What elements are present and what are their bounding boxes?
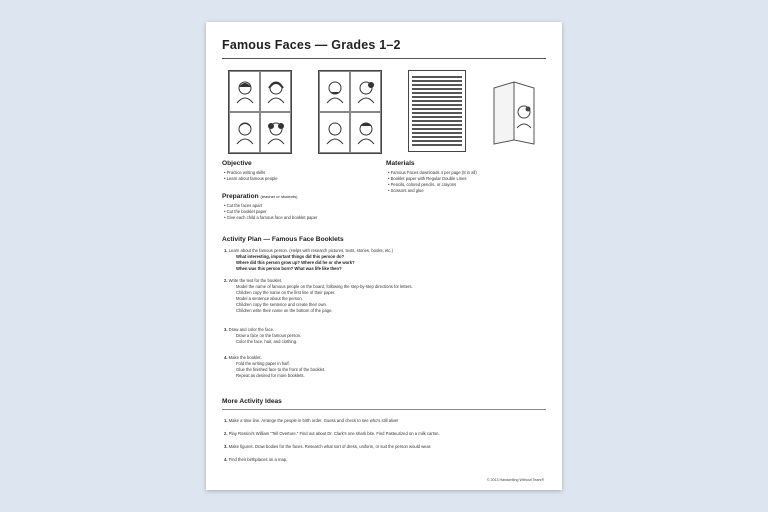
activity-step-1-question: What interesting, important things did this person do? [236, 254, 345, 259]
activity-step-3: 3. Draw and color the face. [224, 327, 275, 332]
more-ideas-item: 1. Make a time line. Arrange the people in birth order. Guess and check to see who's still alive! [224, 418, 399, 423]
materials-heading: Materials [386, 160, 415, 167]
folded-booklet-icon [490, 78, 538, 148]
more-ideas-divider [222, 409, 546, 410]
preparation-item: • Cut the booklet paper [224, 209, 267, 214]
more-ideas-item: 2. Play Rossini's William "Tell Overture." Find out about Dr. Clark's one shark bite. Find Pasteurized on a milk carton. [224, 431, 440, 436]
more-ideas-heading: More Activity Ideas [222, 398, 282, 405]
activity-step-1-question: Where did this person grow up? Where did he or she work? [236, 260, 355, 265]
activity-step-1-question: When was this person born? What was life like then? [236, 266, 342, 271]
preparation-note: (teacher or students) [260, 194, 298, 199]
face-drawing-icon [266, 120, 286, 146]
face-drawing-icon [235, 120, 255, 146]
preparation-item: • Cut the faces apart [224, 203, 263, 208]
more-ideas-item: 4. Find their birthplaces on a map. [224, 457, 288, 462]
title-divider [222, 58, 546, 59]
activity-step-1: 1. Learn about the famous person. (Helps with research pictures, texts, stories, books, etc.) [224, 248, 393, 253]
activity-step-2-line: Model the name of famous people on the board, following the step-by-step directions for letters. [236, 284, 413, 289]
preparation-heading: Preparation (teacher or students) [222, 193, 298, 200]
face-drawing-icon [356, 120, 376, 146]
worksheet-page [206, 22, 562, 490]
faces-sheet-thumbnail-2 [318, 70, 382, 154]
face-drawing-icon [325, 79, 345, 105]
activity-step-2-line: Children write their name on the bottom of the page. [236, 308, 333, 313]
preparation-item: • Give each child a famous face and booklet paper [224, 215, 318, 220]
face-drawing-icon [235, 79, 255, 105]
materials-item: • Pencils, colored pencils, or crayons [388, 182, 457, 187]
activity-step-2: 2. Write the text for the booklet. [224, 278, 283, 283]
objective-heading: Objective [222, 160, 252, 167]
activity-step-2-line: Children copy the sentence and create their own. [236, 302, 328, 307]
activity-step-4: 4. Make the booklet. [224, 355, 262, 360]
activity-step-3-line: Color the face, hair, and clothing. [236, 339, 298, 344]
activity-step-4-line: Glue the finished face to the front of the booklet. [236, 367, 326, 372]
faces-sheet-thumbnail-1 [228, 70, 292, 154]
activity-step-3-line: Draw a face on the famous person. [236, 333, 302, 338]
face-drawing-icon [325, 120, 345, 146]
materials-item: • Scissors and glue [388, 188, 424, 193]
face-drawing-icon [266, 79, 286, 105]
materials-item: • Famous Faces downloads 4 per page (8 in all) [388, 170, 477, 175]
materials-item: • Booklet paper with Regular Double Lines [388, 176, 467, 181]
copyright-footer: © 2013 Handwriting Without Tears® [486, 478, 544, 482]
objective-item: • Learn about famous people [224, 176, 278, 181]
activity-step-4-line: Fold the writing paper in half. [236, 361, 290, 366]
activity-plan-heading: Activity Plan — Famous Face Booklets [222, 236, 344, 243]
page-title: Famous Faces — Grades 1–2 [222, 38, 401, 52]
activity-step-2-line: Children copy the name on the first line of their paper. [236, 290, 336, 295]
more-ideas-item: 3. Make figures. Draw bodies for the faces. Research what sort of dress, uniform, or suit the person would wear. [224, 444, 432, 449]
activity-step-4-line: Repeat as desired for more booklets. [236, 373, 305, 378]
face-drawing-icon [356, 79, 376, 105]
booklet-paper-thumbnail [408, 70, 466, 152]
objective-item: • Practice writing skills [224, 170, 266, 175]
activity-step-2-line: Model a sentence about the person. [236, 296, 303, 301]
